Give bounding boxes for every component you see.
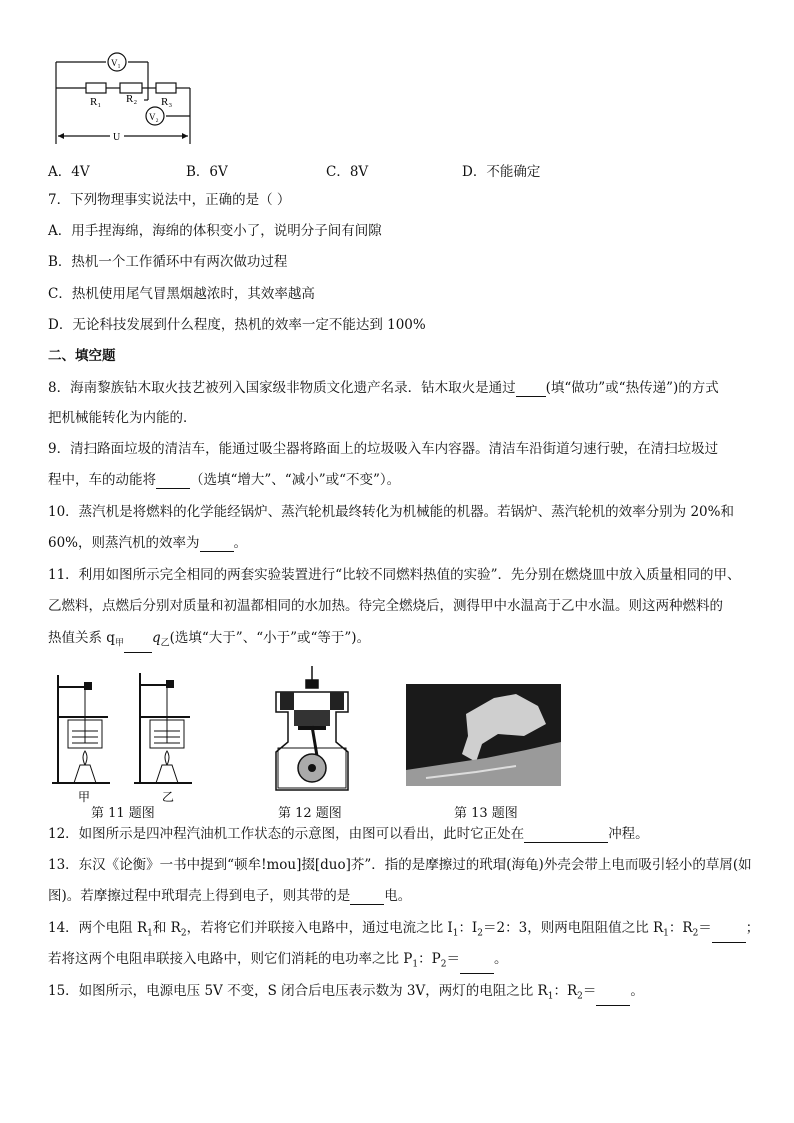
v2-label: V₂ bbox=[149, 112, 159, 122]
q12-line: 12．如图所示是四冲程汽油机工作状态的示意图，由图可以看出，此时它正处在 冲程。 bbox=[48, 826, 649, 842]
v1-label: V₁ bbox=[111, 58, 121, 68]
q13-line2: 图)。若摩擦过程中玳瑁壳上得到电子，则其带的是 电。 bbox=[48, 888, 412, 904]
r3-label: R₃ bbox=[161, 96, 173, 108]
u-label: U bbox=[113, 132, 121, 143]
q9-line1: 9．清扫路面垃圾的清洁车，能通过吸尘器将路面上的垃圾吸入车内容器。清洁车沿街道匀速行驶，在清扫垃圾过 bbox=[48, 441, 719, 457]
q6-option-d: D．不能确定 bbox=[462, 164, 541, 180]
q9-blank[interactable] bbox=[156, 474, 190, 489]
fig11-label-yi: 乙 bbox=[162, 790, 175, 804]
q14-line1: 14．两个电阻 $R_1$和 $R_2$，若将它们并联接入电路中，通过电流之比 $I_1$：$I_2=2$：3，则两电阻阻值之比 $R_1$：$R_2=$ ； bbox=[48, 919, 759, 943]
q14-blank-2[interactable] bbox=[460, 959, 494, 974]
q8-line2: 把机械能转化为内能的． bbox=[48, 410, 197, 426]
q7-option-a: A．用手捏海绵，海绵的体积变小了，说明分子间有间隙 bbox=[48, 223, 382, 239]
q7-option-c: C．热机使用尾气冒黑烟越浓时，其效率越高 bbox=[48, 286, 315, 302]
fig11-apparatus bbox=[48, 665, 208, 804]
q7-option-b: B．热机一个工作循环中有两次做功过程 bbox=[48, 254, 288, 270]
caption-fig11: 第 11 题图 bbox=[91, 806, 155, 821]
q10-line2: 60%，则蒸汽机的效率为 。 bbox=[48, 535, 248, 551]
q11-blank[interactable] bbox=[124, 638, 152, 653]
circuit-diagram bbox=[48, 50, 198, 150]
section-heading: 二、填空题 bbox=[48, 348, 116, 364]
q14-blank-1[interactable] bbox=[712, 928, 746, 943]
q13-line1: 13．东汉《论衡》一书中提到“顿牟!mou]掇[duo]芥”．指的是摩擦过的玳瑁(海龟)外壳会带上电而吸引轻小的草屑(如 bbox=[48, 857, 752, 873]
q8-blank[interactable] bbox=[516, 382, 546, 397]
q12-blank[interactable] bbox=[524, 828, 608, 843]
fig12-engine bbox=[268, 662, 356, 794]
q8-line1: 8．海南黎族钻木取火技艺被列入国家级非物质文化遗产名录．钻木取火是通过 (填“做功”或“热传递”)的方式 bbox=[48, 380, 719, 396]
r2-label: R₂ bbox=[126, 93, 138, 105]
q6-option-c: C．8V bbox=[326, 164, 369, 180]
fig13-photo bbox=[406, 684, 561, 786]
q7-stem: 7．下列物理事实说法中，正确的是（ ） bbox=[48, 192, 291, 208]
r1-label: R₁ bbox=[90, 96, 102, 108]
q11-line1: 11．利用如图所示完全相同的两套实验装置进行“比较不同燃料热值的实验”．先分别在燃烧皿中放入质量相同的甲、 bbox=[48, 567, 741, 583]
q6-option-b: B．6V bbox=[186, 164, 228, 180]
q15-line: 15．如图所示，电源电压 5V 不变，S 闭合后电压表示数为 3V，两灯的电阻之比 $R_1$：$R_2=$ 。 bbox=[48, 982, 644, 1006]
q10-blank[interactable] bbox=[200, 537, 234, 552]
q6-option-a: A．4V bbox=[48, 164, 90, 180]
q13-blank[interactable] bbox=[350, 890, 384, 905]
fig11-label-jia: 甲 bbox=[78, 790, 91, 804]
q7-option-d: D．无论科技发展到什么程度，热机的效率一定不能达到 100% bbox=[48, 317, 426, 333]
caption-fig12: 第 12 题图 bbox=[278, 806, 342, 821]
q14-line2: 若将这两个电阻串联接入电路中，则它们消耗的电功率之比 $P_1$：$P_2=$ 。 bbox=[48, 950, 507, 974]
q11-line3: 热值关系 $q_甲$ $q_乙$(选填“大于”、“小于”或“等于”)。 bbox=[48, 629, 370, 653]
q9-line2: 程中，车的动能将 （选填“增大”、“减小”或“不变”）。 bbox=[48, 472, 401, 488]
q10-line1: 10．蒸汽机是将燃料的化学能经锅炉、蒸汽轮机最终转化为机械能的机器。若锅炉、蒸汽轮机的效率分别为 20%和 bbox=[48, 504, 734, 520]
caption-fig13: 第 13 题图 bbox=[454, 806, 518, 821]
q11-line2: 乙燃料，点燃后分别对质量和初温都相同的水加热。待完全燃烧后，测得甲中水温高于乙中水温。则这两种燃料的 bbox=[48, 598, 723, 614]
q15-blank[interactable] bbox=[596, 991, 630, 1006]
